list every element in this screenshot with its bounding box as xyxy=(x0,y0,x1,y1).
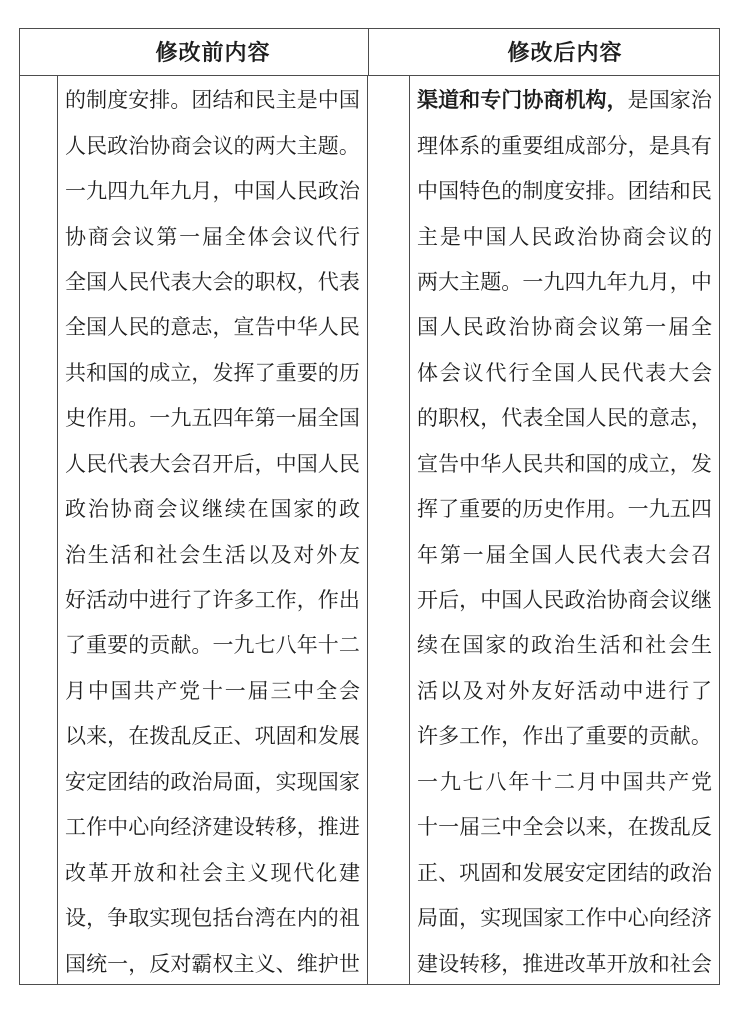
text-line: 活 以 及 对 外 友 好 活 动 中 进 行 了 xyxy=(417,678,712,703)
text-line: 一 九 七 八 年 十 二 月 中 国 共 产 党 xyxy=(417,769,712,794)
text-line: 了 重 要 的 贡 献 。 一 九 七 八 年 十 二 xyxy=(65,633,360,658)
text-line: 两 大 主 题 。 一 九 四 九 年 九 月 ， 中 xyxy=(417,269,712,294)
text-line: 理 体 系 的 重 要 组 成 部 分 ， 是 具 有 xyxy=(417,133,712,158)
text-line: 人 民 政 治 协 商 会 议 的 两 大 主 题 。 xyxy=(65,133,360,158)
text-line: 设 ， 争 取 实 现 包 括 台 湾 在 内 的 祖 xyxy=(65,906,360,931)
text-line: 治 生 活 和 社 会 生 活 以 及 对 外 友 xyxy=(65,542,360,567)
text-line: 十 一 届 三 中 全 会 以 来 ， 在 拨 乱 反 xyxy=(417,815,712,840)
text-line: 国 人 民 政 治 协 商 会 议 第 一 届 全 xyxy=(417,315,712,340)
text-line: 的 职 权 ， 代 表 全 国 人 民 的 意 志 ， xyxy=(417,406,712,431)
text-line: 挥 了 重 要 的 历 史 作 用 。 一 九 五 四 xyxy=(417,497,712,522)
text-line: 正 、 巩 固 和 发 展 安 定 团 结 的 政 治 xyxy=(417,860,712,885)
table-body-row xyxy=(20,76,719,986)
text-line: 共 和 国 的 成 立 ， 发 挥 了 重 要 的 历 xyxy=(65,360,360,385)
before-content-cell xyxy=(58,76,368,986)
text-line: 局 面 ， 实 现 国 家 工 作 中 心 向 经 济 xyxy=(417,906,712,931)
text-line: 续 在 国 家 的 政 治 生 活 和 社 会 生 xyxy=(417,633,712,658)
text-line: 一 九 四 九 年 九 月 ， 中 国 人 民 政 治 xyxy=(65,179,360,204)
text-line: 建 设 转 移 ， 推 进 改 革 开 放 和 社 会 xyxy=(417,951,712,976)
text-line: 开 后 ， 中 国 人 民 政 治 协 商 会 议 继 xyxy=(417,588,712,613)
header-after-content: 修改后内容 xyxy=(507,40,623,66)
text-line: 年 第 一 届 全 国 人 民 代 表 大 会 召 xyxy=(417,542,712,567)
text-line: 宣 告 中 华 人 民 共 和 国 的 成 立 ， 发 xyxy=(417,451,712,476)
header-before-content: 修改前内容 xyxy=(20,29,369,75)
text-line: 的 制 度 安 排 。 团 结 和 民 主 是 中 国 xyxy=(65,88,360,113)
text-line: 体 会 议 代 行 全 国 人 民 代 表 大 会 xyxy=(417,360,712,385)
text-line: 人 民 代 表 大 会 召 开 后 ， 中 国 人 民 xyxy=(65,451,360,476)
text-line: 国 统 一 ， 反 对 霸 权 主 义 、 维 护 世 xyxy=(65,951,360,976)
text-line: 工 作 中 心 向 经 济 建 设 转 移 ， 推 进 xyxy=(65,815,360,840)
text-line: 全 国 人 民 的 意 志 ， 宣 告 中 华 人 民 xyxy=(65,315,360,340)
text-line: 政 治 协 商 会 议 继 续 在 国 家 的 政 xyxy=(65,497,360,522)
after-content-cell xyxy=(410,76,719,986)
text-line: 史 作 用 。 一 九 五 四 年 第 一 届 全 国 xyxy=(65,406,360,431)
text-line: 主 是 中 国 人 民 政 治 协 商 会 议 的 xyxy=(417,224,712,249)
gutter-cell-before xyxy=(20,76,58,986)
table-header-row xyxy=(20,29,719,76)
text-line: 改 革 开 放 和 社 会 主 义 现 代 化 建 xyxy=(65,860,360,885)
text-line: 以 来 ， 在 拨 乱 反 正 、 巩 固 和 发 展 xyxy=(65,724,360,749)
text-line: 好 活 动 中 进 行 了 许 多 工 作 ， 作 出 xyxy=(65,588,360,613)
text-line: 协 商 会 议 第 一 届 全 体 会 议 代 行 xyxy=(65,224,360,249)
text-line: 许 多 工 作 ， 作 出 了 重 要 的 贡 献 。 xyxy=(417,724,712,749)
text-line: 月 中 国 共 产 党 十 一 届 三 中 全 会 xyxy=(65,678,360,703)
revision-comparison-table xyxy=(19,28,720,985)
gutter-cell-after xyxy=(368,76,410,986)
text-line: 中 国 特 色 的 制 度 安 排 。 团 结 和 民 xyxy=(417,179,712,204)
text-line: 安 定 团 结 的 政 治 局 面 ， 实 现 国 家 xyxy=(65,769,360,794)
text-line: 全 国 人 民 代 表 大 会 的 职 权 ， 代 表 xyxy=(65,269,360,294)
text-line: 渠 道 和 专 门 协 商 机 构 ， 是 国 家 治 xyxy=(417,88,712,113)
